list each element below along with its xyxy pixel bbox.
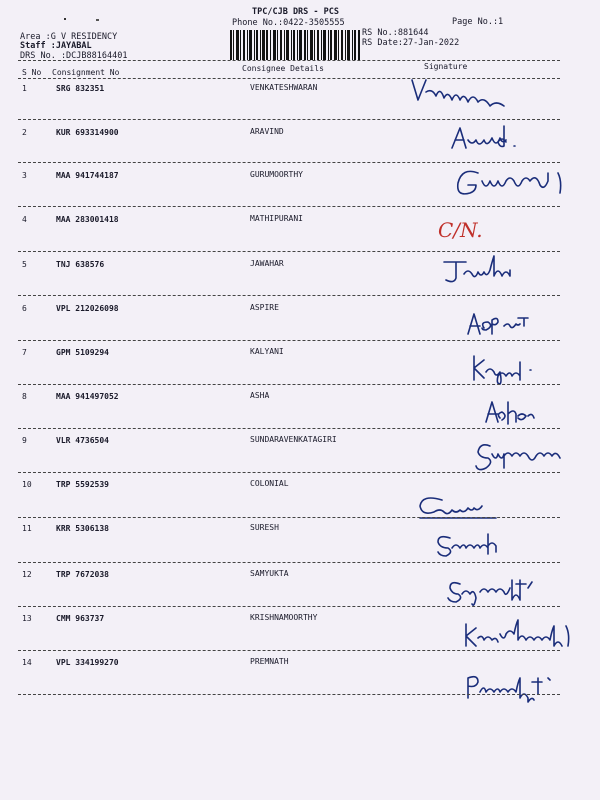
row-sno: 13 [22,614,32,623]
row-consignee: ARAVIND [250,127,284,136]
row-consignment: MAA 941744187 [56,171,119,180]
row-consignment: TRP 5592539 [56,480,109,489]
document-title: TPC/CJB DRS - PCS [252,7,339,17]
table-row [0,392,600,436]
row-divider [18,295,560,296]
table-row [0,614,600,658]
row-divider [18,694,560,695]
row-divider [18,472,560,473]
rs-number: RS No.:881644 [362,28,429,38]
row-consignee: KRISHNAMOORTHY [250,613,318,622]
row-sno: 11 [22,524,32,533]
row-divider [18,384,560,385]
row-divider [18,206,560,207]
row-divider [18,562,560,563]
row-consignment: VPL 212026098 [56,304,119,313]
row-sno: 12 [22,570,32,579]
row-divider [18,428,560,429]
row-consignment: KRR 5306138 [56,524,109,533]
signature-image [400,436,580,476]
row-consignee: ASHA [250,391,270,400]
signature-image [400,484,550,524]
row-divider [18,517,560,518]
row-consignment: TRP 7672038 [56,570,109,579]
row-consignee: JAWAHAR [250,259,284,268]
phone-number: Phone No.:0422-3505555 [232,18,345,28]
signature-image [400,348,550,388]
row-sno: 14 [22,658,32,667]
row-consignment: MAA 941497052 [56,392,119,401]
staff-label: Staff :JAYABAL [20,41,92,51]
area-label: Area :G V RESIDENCY [20,32,118,42]
col-sno: S No [22,68,42,77]
row-consignment: SRG 832351 [56,84,105,93]
table-row [0,658,600,702]
scan-speck [96,19,99,21]
scan-speck [64,18,66,20]
table-row [0,436,600,480]
drs-number: DRS No. :DCJB88164401 [20,51,128,61]
signature-image [400,252,550,292]
row-consignee: KALYANI [250,347,284,356]
table-row [0,304,600,348]
row-consignment: KUR 693314900 [56,128,119,137]
signature-image [400,76,550,116]
row-consignment: MAA 283001418 [56,215,119,224]
row-consignment: GPM 5109294 [56,348,109,357]
signature-image [400,304,550,344]
row-consignee: ASPIRE [250,303,279,312]
row-sno: 8 [22,392,27,401]
row-divider [18,606,560,607]
row-sno: 1 [22,84,27,93]
row-sno: 10 [22,480,32,489]
col-consignee: Consignee Details [242,64,324,73]
row-consignment: TNJ 638576 [56,260,105,269]
table-row [0,348,600,392]
row-sno: 4 [22,215,27,224]
row-consignee: VENKATESHWARAN [250,83,318,92]
signature-image [400,120,550,160]
rs-date: RS Date:27-Jan-2022 [362,38,460,48]
row-sno: 9 [22,436,27,445]
cn-mark: C/N. [438,218,483,242]
row-consignee: GURUMOORTHY [250,170,303,179]
row-consignee: MATHIPURANI [250,214,303,223]
row-consignee: SUNDARAVENKATAGIRI [250,435,337,444]
row-sno: 2 [22,128,27,137]
row-divider [18,650,560,651]
signature-image [400,664,570,714]
barcode-image [230,30,360,60]
table-row [0,171,600,215]
row-sno: 3 [22,171,27,180]
table-row [0,260,600,304]
row-consignee: PREMNATH [250,657,289,666]
page-number: Page No.:1 [452,17,504,27]
row-sno: 5 [22,260,27,269]
signature-image [400,570,550,610]
col-consignment: Consignment No [52,68,120,77]
header-rule-top [18,60,560,61]
signature-image [400,524,550,564]
row-divider [18,340,560,341]
row-consignment: VLR 4736504 [56,436,109,445]
signature-image [400,211,520,251]
row-sno: 6 [22,304,27,313]
table-row [0,570,600,614]
col-signature: Signature [424,62,468,71]
row-consignee: SURESH [250,523,279,532]
signature-image [400,163,570,203]
row-sno: 7 [22,348,27,357]
row-consignment: CMM 963737 [56,614,105,623]
row-consignee: COLONIAL [250,479,289,488]
row-consignment: VPL 334199270 [56,658,119,667]
row-consignee: SAMYUKTA [250,569,289,578]
